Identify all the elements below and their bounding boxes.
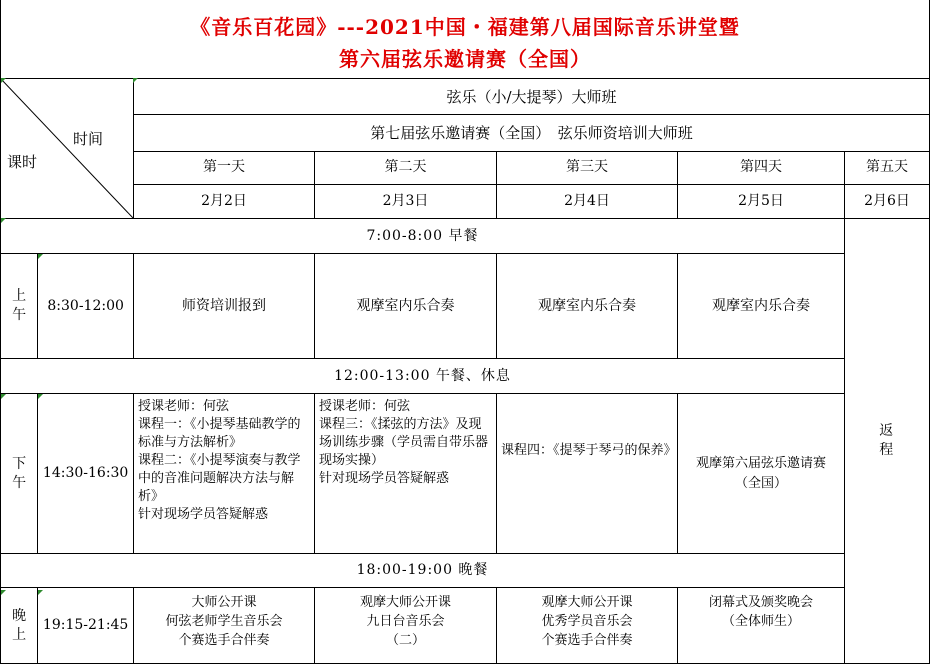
day-5-date: 2月6日 — [845, 184, 930, 218]
breakfast-row: 7:00-8:00 早餐 — [1, 219, 845, 254]
schedule-title — [0, 0, 930, 78]
day-3-header: 第三天 — [497, 151, 678, 184]
evening-day-2-text: 观摩大师公开课 九日台音乐会 （二） — [359, 595, 451, 648]
afternoon-day-2-text: 授课老师：何弦 课程三：《揉弦的方法》及现场训练步骤（学员需自带乐器现场实操） 针对现场学员答疑解惑 — [319, 399, 489, 486]
morning-time: 8:30-12:00 — [38, 254, 134, 359]
morning-day-4: 观摩室内乐合奏 — [678, 254, 845, 359]
title-line-1: 《音乐百花园》---2021中国・福建第八届国际音乐讲堂暨 — [190, 15, 740, 39]
morning-day-1: 师资培训报到 — [134, 254, 315, 359]
evening-day-1-text: 大师公开课 何弦老师学生音乐会 个赛选手合伴奏 — [165, 595, 283, 648]
header-row-masterclass: 弦乐（小/大提琴）大师班 — [134, 79, 930, 115]
evening-day-4-text: 闭幕式及颁奖晚会 （全体师生） — [708, 595, 813, 629]
header-row-events: 第七届弦乐邀请赛（全国） 弦乐师资培训大师班 — [134, 115, 930, 151]
cell-marker-icon — [1, 590, 6, 595]
day-2-date: 2月3日 — [315, 184, 497, 218]
dinner-row: 18:00-19:00 晚餐 — [1, 554, 845, 588]
day-1-date: 2月2日 — [134, 184, 315, 218]
afternoon-day-1-text: 授课老师：何弦 课程一：《小提琴基础教学的标准与方法解析》 课程二：《小提琴演奏与教学中的音准问题解决方法与解析》 针对现场学员答疑解惑 — [138, 399, 301, 522]
diagonal-header-cell — [1, 79, 134, 219]
cell-marker-icon — [38, 394, 43, 399]
day-1-header: 第一天 — [134, 151, 315, 184]
morning-period — [1, 254, 38, 359]
morning-period-label: 上午 — [12, 288, 27, 323]
title-line-2: 第六届弦乐邀请赛（全国） — [339, 47, 591, 71]
evening-day-2 — [315, 588, 497, 664]
morning-day-3: 观摩室内乐合奏 — [497, 254, 678, 359]
diagonal-line — [1, 79, 133, 218]
header-time-label: 时间 — [73, 130, 104, 148]
afternoon-day-4-text: 观摩第六届弦乐邀请赛 （全国） — [695, 456, 826, 491]
afternoon-day-4 — [678, 394, 845, 554]
cell-marker-icon — [1, 78, 6, 83]
afternoon-period — [1, 394, 38, 554]
evening-day-1 — [134, 588, 315, 664]
header-lesson-label: 课时 — [7, 153, 38, 171]
schedule-table — [0, 78, 930, 664]
day-5-header: 第五天 — [845, 151, 930, 184]
afternoon-day-2 — [315, 394, 497, 554]
cell-marker-icon — [1, 218, 6, 223]
morning-day-2: 观摩室内乐合奏 — [315, 254, 497, 359]
evening-day-3-text: 观摩大师公开课 优秀学员音乐会 个赛选手合伴奏 — [541, 595, 633, 648]
day-5-return-cell — [845, 219, 930, 664]
day-4-date: 2月5日 — [678, 184, 845, 218]
cell-marker-icon — [133, 78, 138, 83]
day-4-header: 第四天 — [678, 151, 845, 184]
cell-marker-icon — [38, 254, 43, 259]
afternoon-day-1 — [134, 394, 315, 554]
return-label: 返程 — [879, 423, 896, 458]
evening-day-3 — [497, 588, 678, 664]
evening-period-label: 晚上 — [12, 607, 27, 643]
evening-time: 19:15-21:45 — [38, 588, 134, 664]
evening-period — [1, 588, 38, 664]
cell-marker-icon — [1, 394, 6, 399]
day-2-header: 第二天 — [315, 151, 497, 184]
day-3-date: 2月4日 — [497, 184, 678, 218]
cell-marker-icon — [38, 590, 43, 595]
afternoon-day-3 — [497, 394, 678, 554]
evening-day-4 — [678, 588, 845, 664]
afternoon-period-label: 下午 — [12, 455, 27, 491]
afternoon-day-3-text: 课程四：《提琴于琴弓的保养》 — [501, 443, 677, 458]
lunch-row: 12:00-13:00 午餐、休息 — [1, 359, 845, 394]
afternoon-time: 14:30-16:30 — [38, 394, 134, 554]
